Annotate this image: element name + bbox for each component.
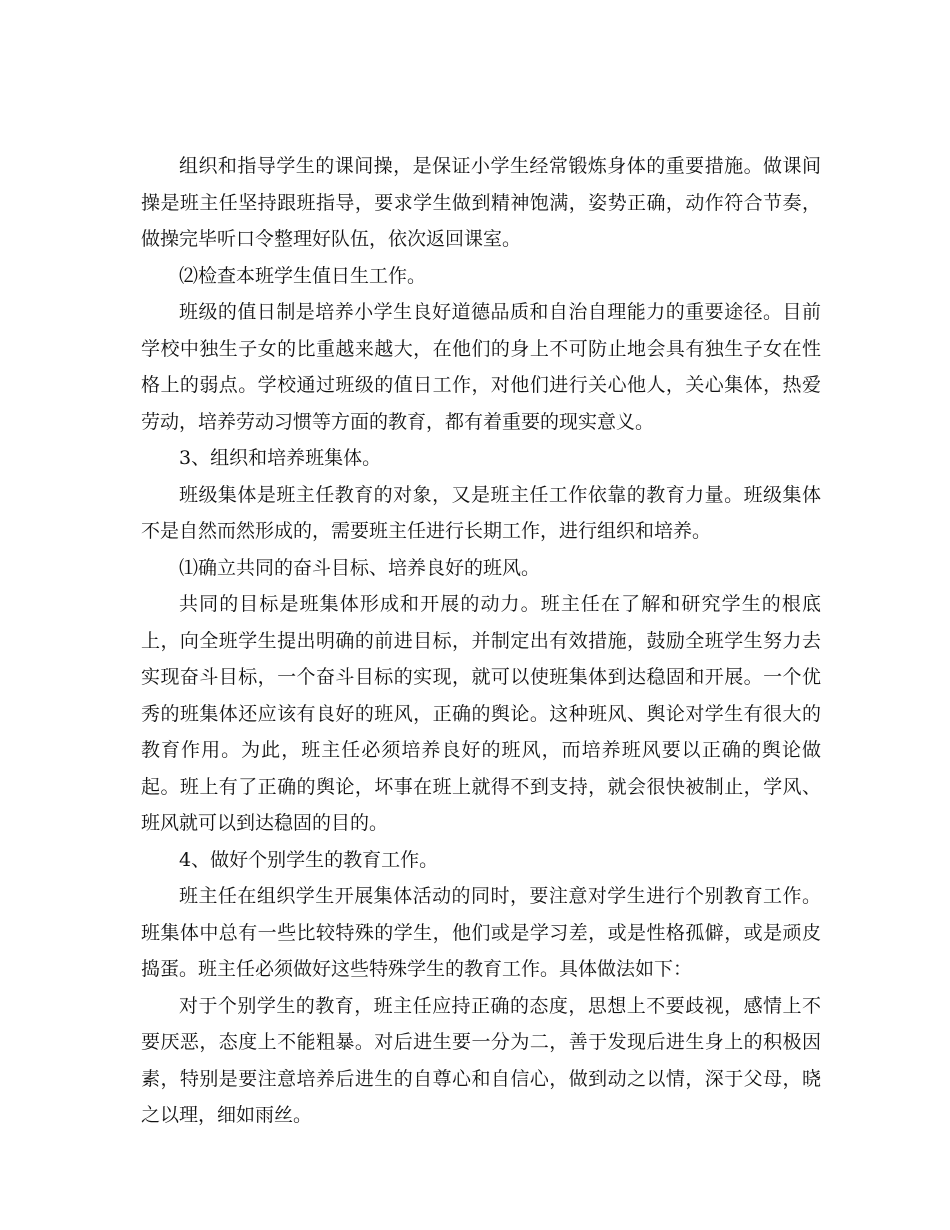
document-body [141,148,821,1134]
heading-check-duty: ⑵检查本班学生值日生工作。 [179,264,427,287]
heading-common-goal: ⑴确立共同的奋斗目标、培养良好的班风。 [179,556,541,579]
heading-individual-education: 4、做好个别学生的教育工作。 [179,848,439,871]
paragraph-exercise-guidance: 组织和指导学生的课间操，是保证小学生经常锻炼身体的重要措施。做课间操是班主任坚持跟班指导，要求学生做到精神饱满，姿势正确，动作符合节奏，做操完毕听口令整理好队伍，依次返回课室。 [141,155,821,250]
paragraph-attitude: 对于个别学生的教育，班主任应持正确的态度，思想上不要歧视，感情上不要厌恶，态度上不能粗暴。对后进生要一分为二，善于发现后进生身上的积极因素，特别是要注意培养后进生的自尊心和自信心，做到动之以情，深于父母，晓之以理，细如雨丝。 [141,994,821,1126]
heading-organize-class: 3、组织和培养班集体。 [179,447,382,469]
paragraph-class-collective: 班级集体是班主任教育的对象，又是班主任工作依靠的教育力量。班级集体不是自然而然形成的，需要班主任进行长期工作，进行组织和培养。 [141,483,821,542]
paragraph-individual-education: 班主任在组织学生开展集体活动的同时，要注意对学生进行个别教育工作。班集体中总有一些比较特殊的学生，他们或是学习差，或是性格孤僻，或是顽皮捣蛋。班主任必须做好这些特殊学生的教育工作。具体做法如下： [141,885,821,980]
paragraph-duty-system: 班级的值日制是培养小学生良好道德品质和自治自理能力的重要途径。目前学校中独生子女的比重越来越大，在他们的身上不可防止地会具有独生子女在性格上的弱点。学校通过班级的值日工作，对他们进行关心他人，关心集体，热爱劳动，培养劳动习惯等方面的教育，都有着重要的现实意义。 [141,301,821,433]
paragraph-common-goal: 共同的目标是班集体形成和开展的动力。班主任在了解和研究学生的根底上，向全班学生提出明确的前进目标，并制定出有效措施，鼓励全班学生努力去实现奋斗目标，一个奋斗目标的实现，就可以使班集体到达稳固和开展。一个优秀的班集体还应该有良好的班风，正确的舆论。这种班风、舆论对学生有很大的教育作用。为此，班主任必须培养良好的班风，而培养班风要以正确的舆论做起。班上有了正确的舆论，坏事在班上就得不到支持，就会很快被制止，学风、班风就可以到达稳固的目的。 [141,593,821,834]
